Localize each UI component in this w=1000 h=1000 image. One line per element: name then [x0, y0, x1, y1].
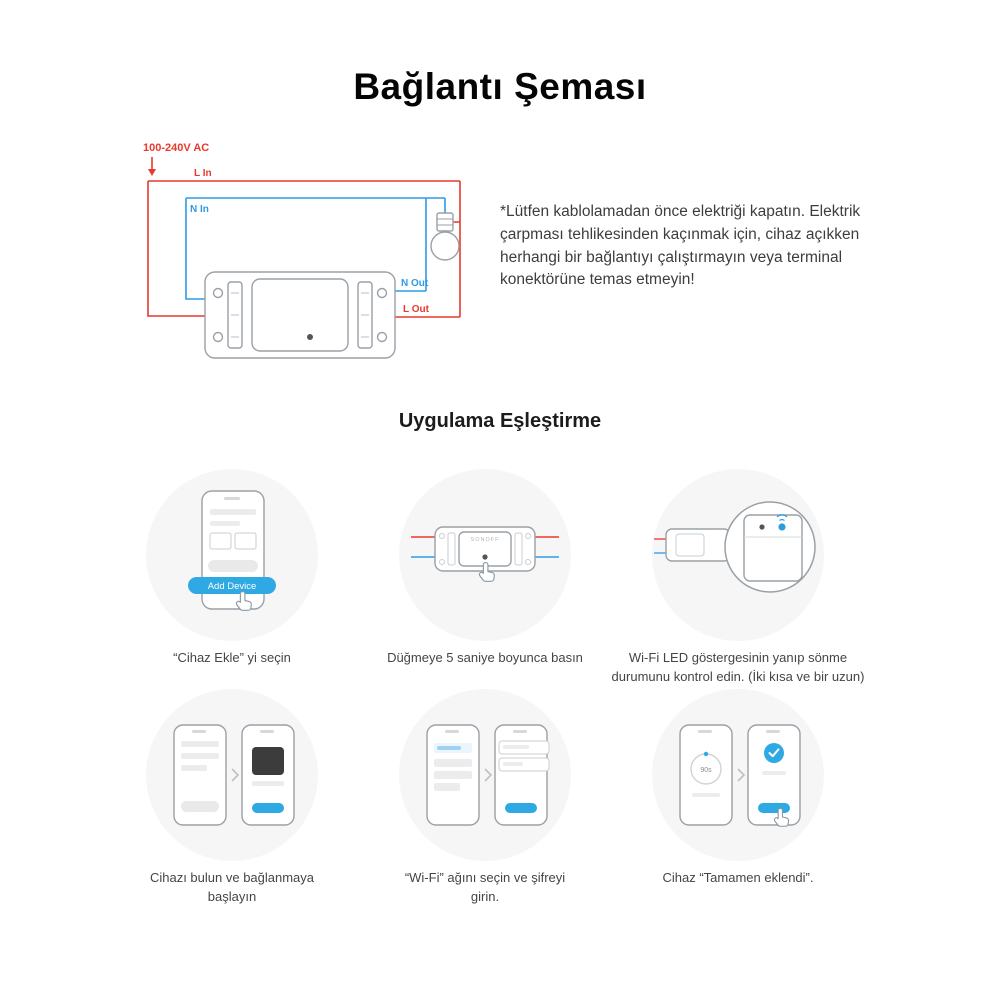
device-added-illustration [652, 689, 824, 861]
step-1-illustration [146, 469, 318, 641]
step-6-illustration [652, 689, 824, 861]
add-device-button [188, 577, 276, 594]
pairing-section-title: Uygulama Eşleştirme [398, 410, 602, 432]
safety-warning-text: *Lütfen kablolamadan önce elektriği kapatın. Elektrik çarpması tehlikesinden kaçınmak için, cihaz açıkken herhangi bir bağlantıyı çalıştırmayın veya terminal konektörüne temas etmeyin! [500, 203, 861, 289]
pairing-step-4 [92, 689, 372, 907]
next-chevron-icon [232, 769, 238, 781]
device-button [759, 524, 764, 529]
page-title: Bağlantı Şeması [353, 66, 647, 107]
confirm-pill [252, 803, 284, 813]
phone-frame [680, 725, 732, 825]
step-3-illustration [652, 469, 824, 641]
find-device-illustration [146, 689, 318, 861]
device-card [252, 747, 284, 775]
device-brand-label: SONOFF [470, 537, 500, 543]
add-device-button-label: Add Device [207, 581, 257, 592]
wifi-led-indicator [778, 523, 785, 530]
supply-voltage-label: 100-240V AC [143, 142, 210, 154]
success-check-icon [764, 743, 784, 763]
pairing-step-3 [598, 469, 878, 687]
next-chevron-icon [485, 769, 491, 781]
step-6-caption: Cihaz “Tamamen eklendi”. [662, 870, 814, 885]
disabled-pill [208, 560, 258, 572]
phone-frame [748, 725, 800, 826]
n-out-label: N Out [401, 278, 429, 289]
pairing-step-1 [92, 469, 372, 668]
step-2-illustration [399, 469, 571, 641]
pairing-step-2 [345, 469, 625, 668]
step-4-illustration [146, 689, 318, 861]
done-pill [758, 803, 790, 813]
next-pill [505, 803, 537, 813]
device-button [482, 554, 487, 559]
n-in-label: N In [190, 204, 209, 215]
phone-frame [495, 725, 549, 825]
phone-frame [242, 725, 294, 825]
phone-frame [174, 725, 226, 825]
step-2-caption: Düğmeye 5 saniye boyunca basın [387, 650, 583, 665]
next-chevron-icon [738, 769, 744, 781]
smart-switch-device [666, 529, 730, 561]
wifi-setup-illustration [399, 689, 571, 861]
phone-speaker [224, 497, 240, 500]
step-5-caption: “Wi-Fi” ağını seçin ve şifreyi girin. [404, 870, 566, 904]
pairing-step-5 [345, 689, 625, 907]
press-button-illustration [399, 469, 571, 641]
pairing-step-6 [598, 689, 878, 888]
magnified-led-view [744, 515, 802, 581]
step-4-caption: Cihazı bulun ve bağlanmaya başlayın [149, 870, 315, 904]
l-in-label: L In [194, 168, 212, 179]
phone-frame [427, 725, 479, 825]
phone-add-device-illustration [146, 469, 318, 641]
countdown-label: 90s [700, 767, 712, 774]
wifi-led-illustration [652, 469, 824, 641]
step-1-caption: “Cihaz Ekle” yi seçin [173, 650, 291, 665]
step-5-illustration [399, 689, 571, 861]
step-3-caption: Wi-Fi LED göstergesinin yanıp sönme durumunu kontrol edin. (İki kısa ve bir uzun) [611, 650, 865, 684]
l-out-label: L Out [403, 304, 429, 315]
